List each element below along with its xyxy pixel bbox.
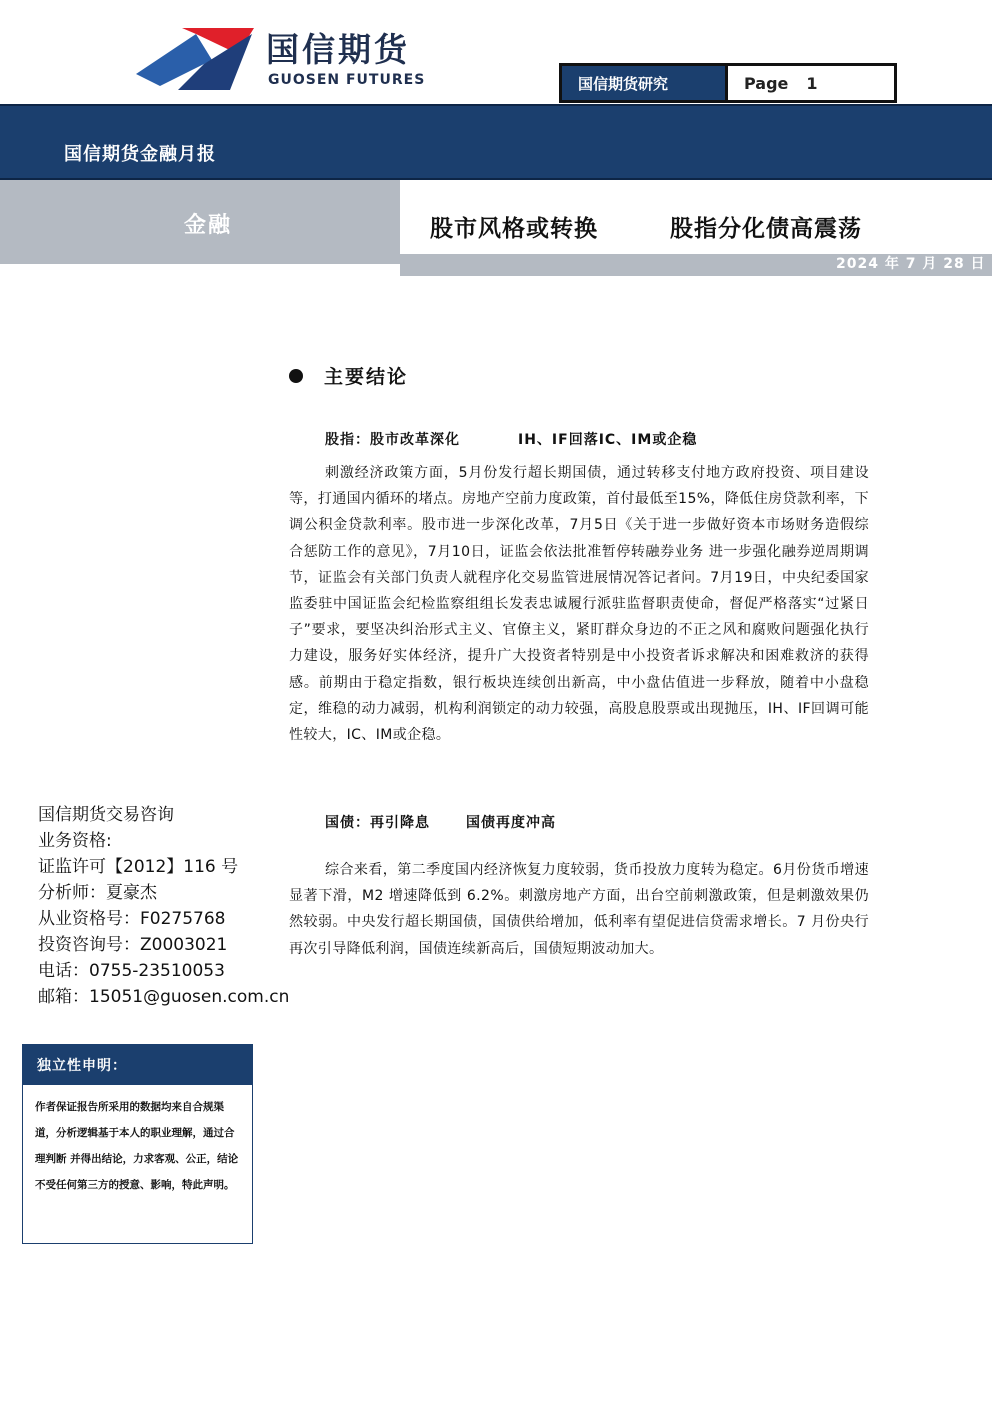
qualification-label: 业务资格: [38,831,112,851]
research-page-box [559,63,897,103]
report-date: 2024 年 7 月 28 日 [836,256,986,272]
bond-section-heading: 国债：再引降息 [325,815,430,831]
stock-section-heading: 股指：股市改革深化 [325,432,460,448]
logo-chinese-name: 国信期货 [266,30,410,69]
independence-declaration [22,1044,253,1244]
declaration-text: 作者保证报告所采用的数据均来自合规渠道，分析逻辑基于本人的职业理解，通过合理判断 并得出结论，力求客观、公正，结论不受任何第三方的授意、影响，特此声明。 [35,1101,239,1191]
bond-section-subheading: 国债再度冲高 [466,815,556,831]
qualification-line: 国信期货交易咨询 [38,805,174,825]
bullet-icon [289,369,303,383]
guosen-logo-icon [134,26,256,94]
report-title-part2: 股指分化债高震荡 [670,216,862,242]
license-number: 证监许可【2012】116 号 [38,857,239,877]
analyst-info [38,802,289,1010]
email: 邮箱：15051@guosen.com.cn [38,987,290,1007]
phone: 电话：0755-23510053 [38,961,225,981]
banner-title: 国信期货金融月报 [64,144,216,165]
page-number: 1 [806,73,818,93]
bond-paragraph: 综合来看，第二季度国内经济恢复力度较弱，货币投放力度转为稳定。6月份货币增速显著下滑，M2 增速降低到 6.2%。刺激房地产方面，出台空前刺激政策，但是刺激效果仍然较弱。中央发行超长期国债，国债供给增加，低利率有望促进信贷需求增长。7 月份央行再次引导降低利润，国债连续新高后，国债短期波动加大。 [289,862,869,957]
page-indicator [728,66,894,100]
consulting-cert-number: 投资咨询号：Z0003021 [38,935,228,955]
stock-paragraph: 刺激经济政策方面，5月份发行超长期国债，通过转移支付地方政府投资、项目建设等，打通国内循环的堵点。房地产空前力度政策，首付最低至15%，降低住房贷款利率，下调公积金贷款利率。股市进一步深化改革，7月5日《关于进一步做好资本市场财务造假综合惩防工作的意见》，7月10日，证监会依法批准暂停转融券业务 进一步强化融券逆周期调节，证监会有关部门负责人就程序化交易监管进展情况答记者问。7月19日，中央纪委国家监委驻中国证监会纪检监察组组长发表忠诚履行派驻监督职责使命，督促严格落实“过紧日子”要求，要坚决纠治形式主义、官僚主义，紧盯群众身边的不正之风和腐败问题强化执行力建设，服务好实体经济，提升广大投资者特别是中小投资者诉求解决和困难救济的获得感。前期由于稳定指数，银行板块连续创出新高，中小盘估值进一步释放，随着中小盘稳定，维稳的动力减弱，机构利润锁定的动力较强，高股息股票或出现抛压，IH、IF回调可能性较大，IC、IM或企稳。 [289,465,869,744]
declaration-title: 独立性申明： [23,1045,252,1085]
report-title-part1: 股市风格或转换 [430,216,598,242]
conclusion-heading: 主要结论 [324,366,409,388]
page-label: Page [744,73,789,93]
analyst-name: 分析师：夏豪杰 [38,883,157,903]
research-label: 国信期货研究 [562,66,728,100]
stock-section-subheading: IH、IF回落IC、IM或企稳 [518,432,698,448]
logo-english-name: GUOSEN FUTURES [268,72,426,88]
practice-cert-number: 从业资格号：F0275768 [38,909,226,929]
category-label: 金融 [184,213,233,238]
